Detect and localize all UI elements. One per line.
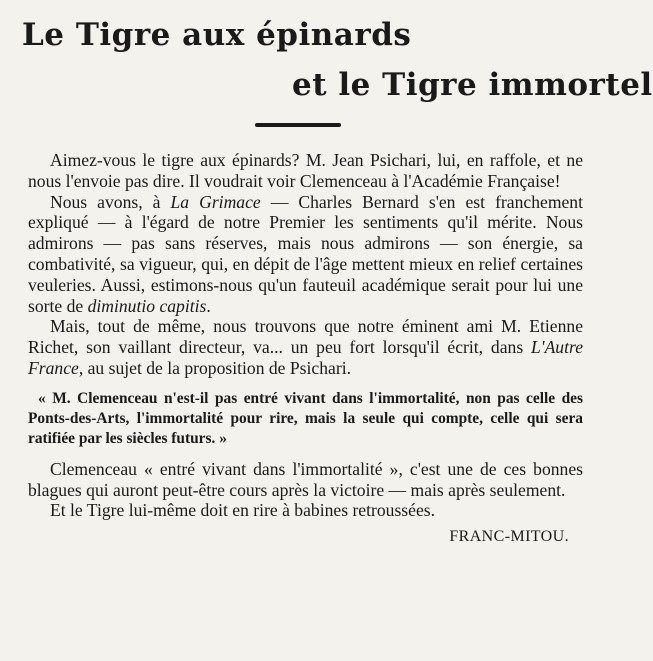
- publication-title: La Grimace: [170, 191, 261, 212]
- latin-phrase: diminutio capitis: [87, 295, 207, 316]
- paragraph-2: Nous avons, à La Grimace — Charles Bernard s'en est franchement expliqué — à l'égard de notre Premier les sentiments qu'il mérite. Nous admirons — pas sans réserves, mais nous admirons — son énergie, sa combativité, sa vigueur, qui, en dépit de l'âge mettent mieux en relief certaines veuleries. Aussi, estimons-nous qu'un fauteuil académique serait pour lui une sorte de diminutio capitis.: [28, 191, 583, 316]
- paragraph-5: Et le Tigre lui-même doit en rire à babines retroussées.: [50, 500, 436, 521]
- article-body: [28, 150, 583, 548]
- headline-line-2: et le Tigre immortel: [292, 67, 653, 103]
- paragraph-1: Aimez-vous le tigre aux épinards? M. Jean Psichari, lui, en raffole, et ne nous l'envoie pas dire. Il voudrait voir Clemenceau à l'Académie Française!: [28, 150, 583, 191]
- paragraph-4: Clemenceau « entré vivant dans l'immortalité », c'est une de ces bonnes blagues qui auront peut-être cours après la victoire — mais après seulement.: [28, 458, 583, 500]
- block-quote: « M. Clemenceau n'est-il pas entré vivant dans l'immortalité, non pas celle des Ponts-des-Arts, l'immortalité pour rire, mais la seule qui compte, celle qui sera ratifiée par les siècles futurs. »: [28, 389, 583, 447]
- separator-rule: [255, 123, 341, 127]
- paragraph-3: Mais, tout de même, nous trouvons que notre éminent ami M. Etienne Richet, son vaillant directeur, va... un peu fort lorsqu'il écrit, dans L'Autre France, au sujet de la proposition de Psichari.: [28, 316, 583, 378]
- headline-line-1: Le Tigre aux épinards: [22, 17, 412, 53]
- publication-title: L'Autre France: [28, 337, 583, 378]
- author-signature: FRANC-MITOU.: [449, 528, 569, 546]
